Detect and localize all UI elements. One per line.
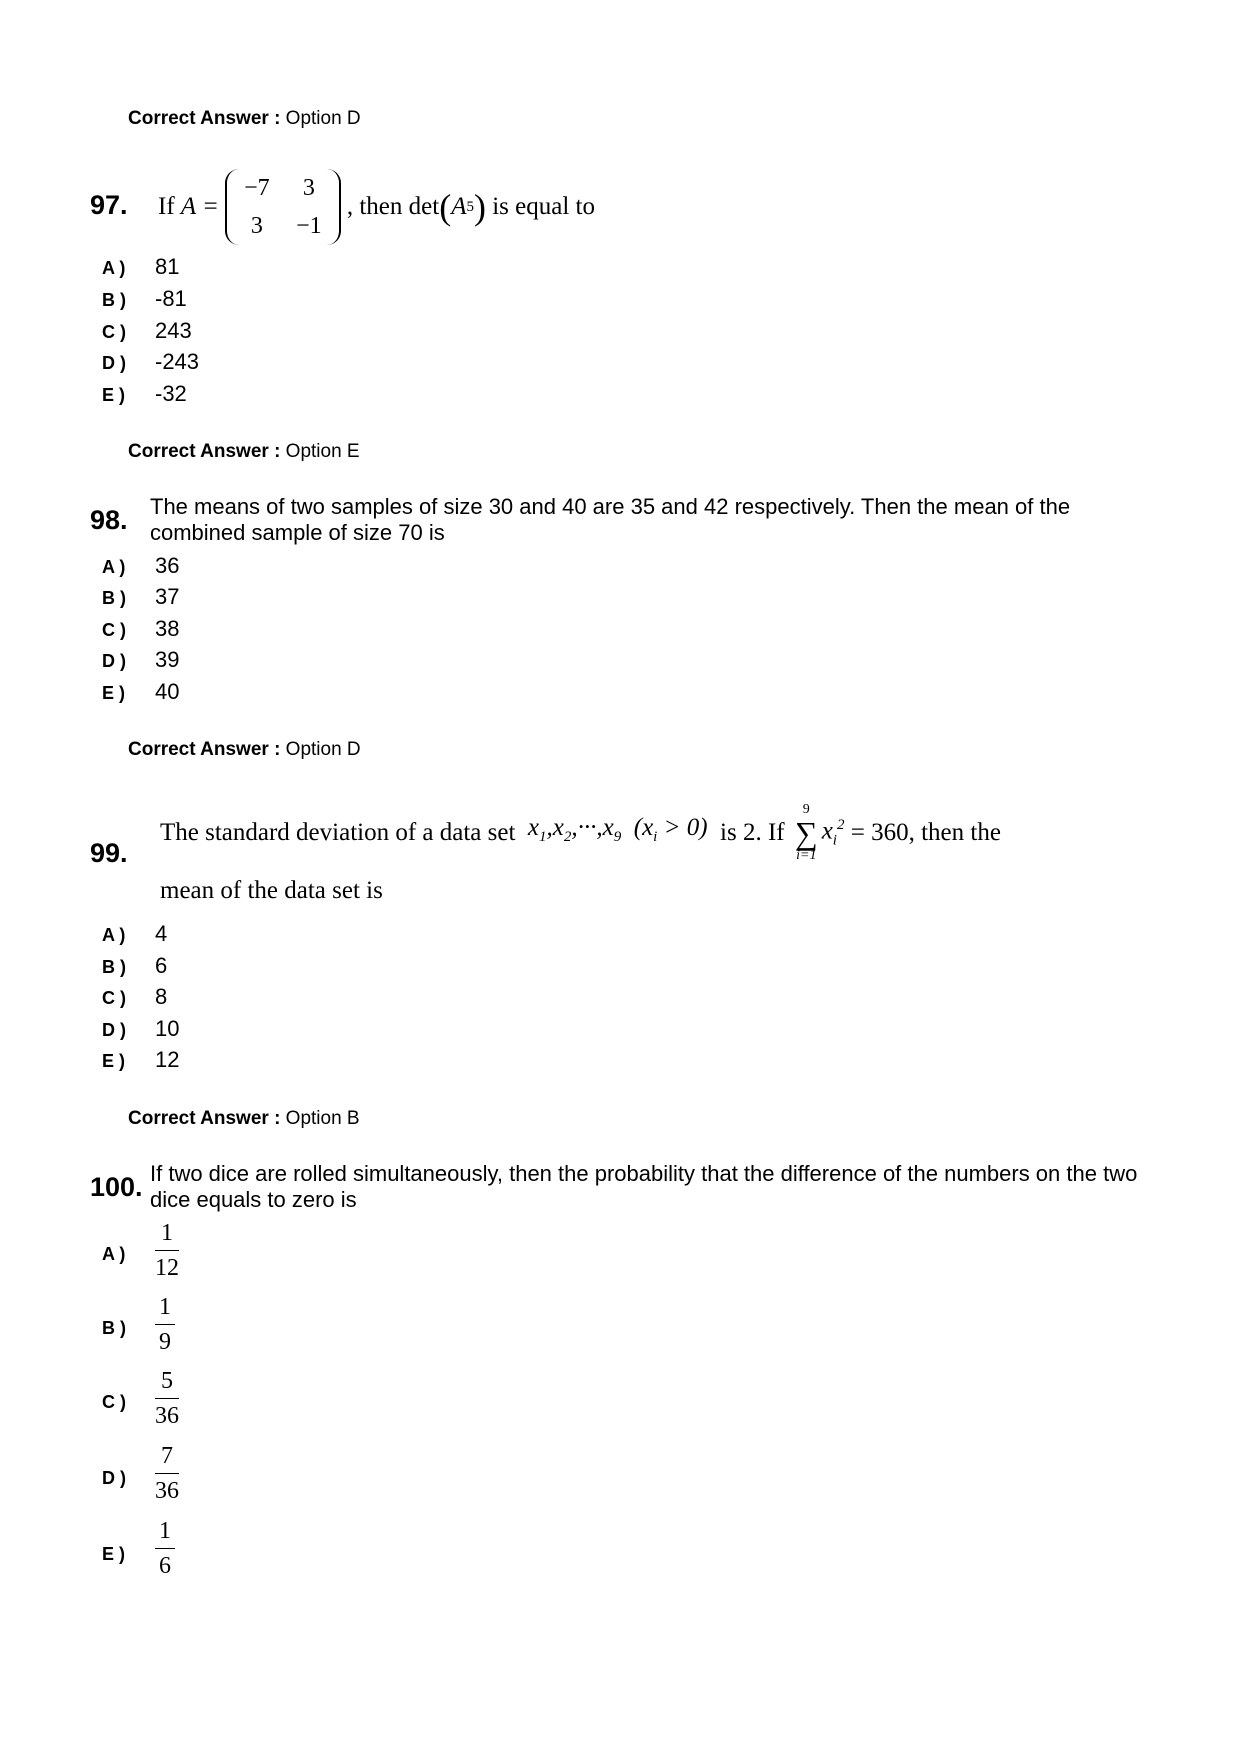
option-label: B ) <box>102 1318 126 1338</box>
correct-answer-label: Correct Answer : <box>128 739 281 760</box>
q97-matrix <box>225 169 341 245</box>
option-value: 8 <box>155 984 168 1009</box>
option-label: A ) <box>102 1244 126 1264</box>
q99-sum-value: = 360 <box>850 818 909 846</box>
option-value: 10 <box>155 1016 180 1041</box>
option-fraction <box>155 1443 179 1505</box>
option-value: 38 <box>155 616 180 641</box>
q99-condition: $(x_i > 0)$ <box>633 814 708 846</box>
question-97-text: If A = −7 3 3 −1 , then det ( A 5 ) is equal to <box>158 168 595 246</box>
option-value: -81 <box>155 286 187 311</box>
fraction-denominator: 36 <box>155 1403 179 1429</box>
option-label: E ) <box>102 1051 126 1071</box>
q97-det-arg: A <box>451 193 467 220</box>
option-fraction <box>155 1518 175 1580</box>
fraction-denominator: 12 <box>155 1255 179 1281</box>
option-label: C ) <box>102 620 126 640</box>
q99-text-start: The standard deviation of a data set <box>160 818 516 846</box>
option-label: D ) <box>102 1468 126 1488</box>
option-value: 12 <box>155 1047 180 1072</box>
q99-dataset: $x_1,x_2,\cdot\cdot\cdot,x_9$ <box>527 814 622 846</box>
summation-symbol: 9 ∑ i=1 <box>794 801 818 863</box>
question-number-99: 99. <box>90 838 128 868</box>
q97-prefix: If <box>158 193 175 220</box>
fraction-numerator: 5 <box>155 1368 179 1399</box>
option-fraction <box>155 1220 179 1282</box>
option-label: D ) <box>102 353 126 373</box>
sum-upper: 9 <box>802 801 810 817</box>
matrix-cell: −7 <box>244 174 270 201</box>
option-value: 37 <box>155 584 180 609</box>
fraction-numerator: 1 <box>155 1518 175 1549</box>
option-value: 243 <box>155 318 192 343</box>
matrix-cell: −1 <box>296 212 322 239</box>
option-label: C ) <box>102 988 126 1008</box>
option-label: C ) <box>102 1392 126 1412</box>
correct-answer-label: Correct Answer : <box>128 108 281 129</box>
option-value: 81 <box>155 254 180 279</box>
q97-det-exp: 5 <box>466 198 474 215</box>
correct-answer-label: Correct Answer : <box>128 1108 281 1129</box>
correct-answer-99 <box>128 1108 360 1130</box>
option-label: B ) <box>102 588 126 608</box>
q97-middle: , then det <box>346 193 440 220</box>
question-number-98: 98. <box>90 505 128 535</box>
option-label: A ) <box>102 258 126 278</box>
correct-answer-value: Option D <box>285 739 361 760</box>
option-value: 4 <box>155 921 168 946</box>
option-label: A ) <box>102 925 126 945</box>
option-value: -32 <box>155 381 187 406</box>
option-value: 36 <box>155 553 180 578</box>
option-label: E ) <box>102 683 126 703</box>
option-fraction <box>155 1294 175 1356</box>
fraction-numerator: 7 <box>155 1443 179 1474</box>
q99-text-mid: is 2. If <box>720 818 785 846</box>
option-label: D ) <box>102 1020 126 1040</box>
option-label: E ) <box>102 1544 126 1564</box>
correct-answer-98 <box>128 739 361 761</box>
q99-text-end: , then the <box>908 818 1001 846</box>
correct-answer-value: Option B <box>285 1108 360 1129</box>
q97-matrix-var: A = <box>180 193 219 220</box>
correct-answer-96 <box>128 108 361 130</box>
fraction-denominator: 9 <box>159 1329 171 1355</box>
correct-answer-value: Option D <box>285 108 361 129</box>
option-label: E ) <box>102 385 126 405</box>
fraction-numerator: 1 <box>155 1220 179 1251</box>
option-value: 6 <box>155 953 168 978</box>
option-value: 39 <box>155 647 180 672</box>
correct-answer-label: Correct Answer : <box>128 441 281 462</box>
option-fraction <box>155 1368 179 1430</box>
question-number-97: 97. <box>90 190 128 220</box>
option-value: 40 <box>155 679 180 704</box>
question-99-text: The standard deviation of a data set $x_1,x_2,\cdot\cdot\cdot,x_9$ $(x_i > 0)$ is 2. If 9 ∑ i=1 $x_i^2$ = 360 , then the <box>160 795 1160 870</box>
fraction-numerator: 1 <box>155 1294 175 1325</box>
fraction-denominator: 36 <box>155 1478 179 1504</box>
matrix-cell: 3 <box>302 174 315 201</box>
option-label: A ) <box>102 557 126 577</box>
option-value: -243 <box>155 349 200 374</box>
question-number-100: 100. <box>90 1172 143 1202</box>
fraction-denominator: 6 <box>159 1553 171 1579</box>
question-98-text: The means of two samples of size 30 and 40 are 35 and 42 respectively. Then the mean of the combined sample of size 70 is <box>150 494 1071 545</box>
correct-answer-97 <box>128 441 360 463</box>
q97-suffix: is equal to <box>492 193 595 220</box>
option-label: D ) <box>102 651 126 671</box>
question-99-line2: mean of the data set is <box>160 877 383 904</box>
option-label: B ) <box>102 290 126 310</box>
matrix-cell: 3 <box>250 212 263 239</box>
correct-answer-value: Option E <box>285 441 360 462</box>
sum-lower: i=1 <box>796 847 817 863</box>
option-label: C ) <box>102 322 126 342</box>
option-label: B ) <box>102 957 126 977</box>
question-100-text: If two dice are rolled simultaneously, then the probability that the difference of the numbers on the two dice equals to zero is <box>150 1161 1138 1212</box>
